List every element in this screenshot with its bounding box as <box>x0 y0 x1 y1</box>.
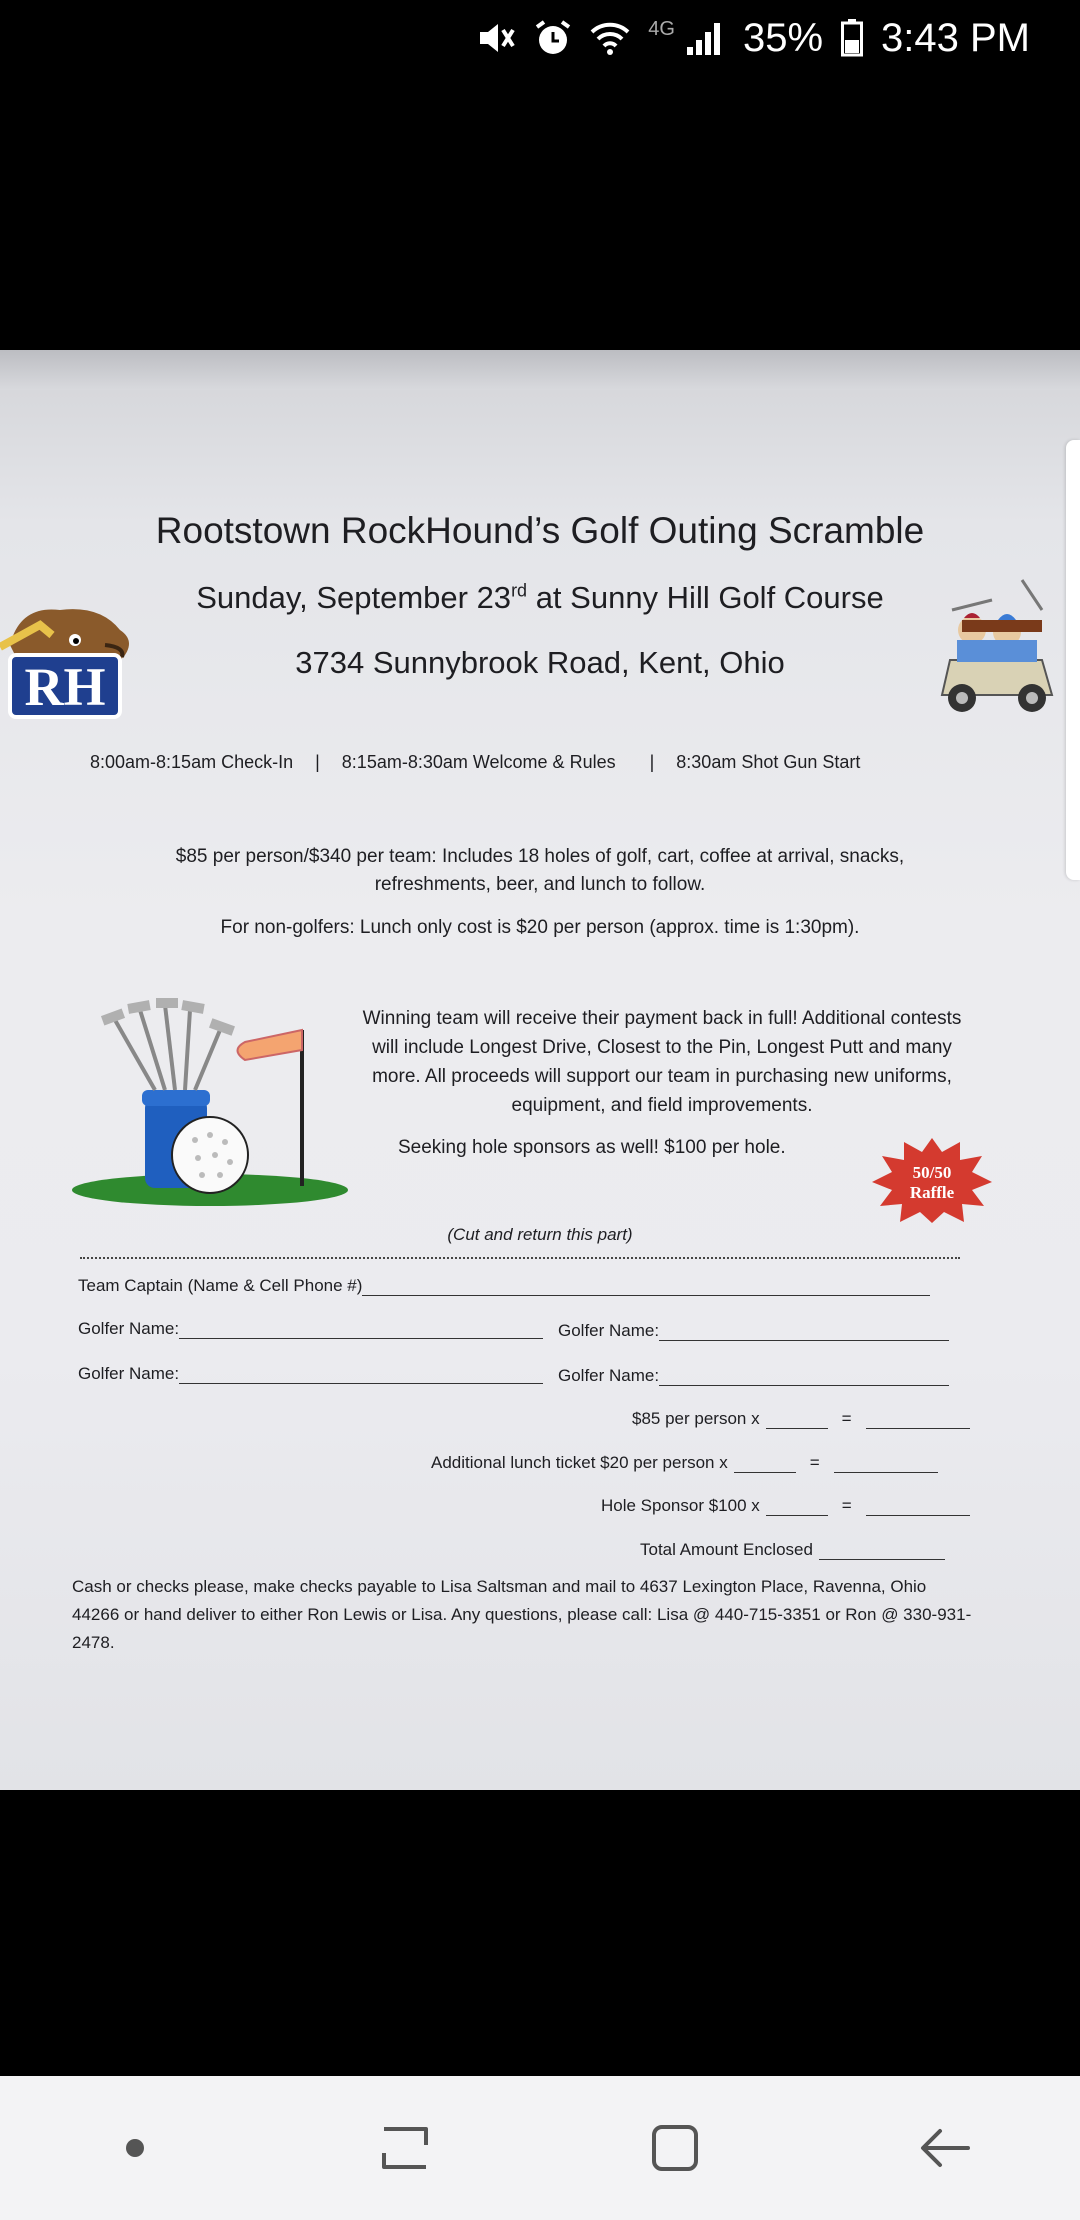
mute-icon <box>476 20 516 56</box>
winning-info: Winning team will receive their payment back in full! Additional contests will include Longest Drive, Closest to the Pin, Longest Putt and many more. All proceeds will support our team in purchasing new uniforms, equipment, and field improvements. <box>362 1008 962 1116</box>
non-golfer-info: For non-golfers: Lunch only cost is $20 per person (approx. time is 1:30pm). <box>220 917 860 938</box>
schedule-welcome: 8:15am-8:30am Welcome & Rules <box>341 752 616 772</box>
event-date-venue <box>0 580 1080 616</box>
golfer-label: Golfer Name: <box>78 1319 180 1338</box>
golfer-field <box>558 1320 949 1341</box>
recents-button[interactable] <box>345 2098 465 2198</box>
total-row <box>640 1539 945 1560</box>
home-button[interactable] <box>615 2098 735 2198</box>
sponsor-qty-line <box>766 1495 828 1516</box>
golfer-field <box>78 1318 543 1339</box>
golf-bag-flag-image <box>70 990 350 1220</box>
cut-instruction: (Cut and return this part) <box>447 1225 633 1244</box>
home-icon <box>650 2123 700 2173</box>
back-icon <box>918 2125 972 2171</box>
equals-sign: = <box>841 1409 852 1428</box>
golfer-field <box>78 1363 543 1384</box>
flyer-title: Rootstown RockHound’s Golf Outing Scramble <box>155 510 925 551</box>
golfer-line <box>659 1320 949 1341</box>
signal-icon <box>685 21 725 55</box>
schedule-start: 8:30am Shot Gun Start <box>676 752 861 772</box>
recents-icon <box>380 2123 430 2173</box>
photo-top-shadow <box>0 350 1080 390</box>
wifi-icon <box>590 20 630 56</box>
sponsor-total-line <box>866 1495 970 1516</box>
equals-sign: = <box>809 1453 820 1472</box>
lunch-total-line <box>834 1452 938 1473</box>
event-address: 3734 Sunnybrook Road, Kent, Ohio <box>295 645 785 680</box>
golfer-line <box>179 1363 543 1384</box>
schedule-checkin: 8:00am-8:15am Check-In <box>90 752 294 772</box>
per-person-label: $85 per person x <box>632 1409 760 1428</box>
sponsor-row <box>601 1495 970 1516</box>
network-type-label: 4G <box>648 18 675 40</box>
raffle-line2: Raffle <box>909 1183 955 1202</box>
cut-line <box>80 1257 960 1259</box>
lunch-row <box>431 1452 938 1473</box>
per-person-row <box>632 1408 970 1429</box>
schedule-separator: | <box>315 752 320 772</box>
golfer-label: Golfer Name: <box>558 1321 660 1340</box>
lunch-qty-line <box>734 1452 796 1473</box>
per-person-total-line <box>866 1408 970 1429</box>
price-info: $85 per person/$340 per team: Includes 18 holes of golf, cart, coffee at arrival, snacks, refreshments, beer, and lunch to follow. <box>175 846 905 895</box>
golfer-line <box>179 1318 543 1339</box>
dot-icon <box>125 2138 145 2158</box>
date-rest: at Sunny Hill Golf Course <box>527 580 884 615</box>
status-bar <box>0 0 1080 76</box>
total-label: Total Amount Enclosed <box>640 1540 813 1559</box>
sponsor-label: Hole Sponsor $100 x <box>601 1496 760 1515</box>
dot-button[interactable] <box>75 2098 195 2198</box>
flyer-photo[interactable] <box>0 350 1080 1790</box>
schedule-row <box>90 752 860 773</box>
captain-line <box>362 1275 930 1296</box>
per-person-qty-line <box>766 1408 828 1429</box>
back-button[interactable] <box>885 2098 1005 2198</box>
raffle-badge <box>872 1138 992 1223</box>
golfer-line <box>659 1365 949 1386</box>
raffle-line1: 50/50 <box>912 1163 952 1182</box>
payment-instructions: Cash or checks please, make checks payable to Lisa Saltsman and mail to 4637 Lexington Place, Ravenna, Ohio 44266 or hand deliver to either Ron Lewis or Lisa. Any questions, please call: Lisa @ 440-715-3351 or Ron @ 330-931-2478. <box>72 1577 972 1652</box>
battery-percentage: 35% <box>742 15 824 60</box>
date-suffix: rd <box>511 580 528 601</box>
date-prefix: Sunday, September 23 <box>196 580 512 615</box>
lunch-label: Additional lunch ticket $20 per person x <box>431 1453 728 1472</box>
clock: 3:43 PM <box>881 15 1030 60</box>
battery-icon <box>841 19 863 57</box>
captain-field <box>78 1275 930 1296</box>
total-line <box>819 1539 945 1560</box>
logo-text: RH <box>24 657 106 717</box>
schedule-separator: | <box>649 752 655 772</box>
sponsor-info: Seeking hole sponsors as well! $100 per hole. <box>398 1137 786 1158</box>
alarm-icon <box>534 19 572 57</box>
golfer-label: Golfer Name: <box>558 1366 660 1385</box>
golfer-field <box>558 1365 949 1386</box>
captain-label: Team Captain (Name & Cell Phone #) <box>78 1276 363 1295</box>
golfer-label: Golfer Name: <box>78 1364 180 1383</box>
equals-sign: = <box>841 1496 852 1515</box>
navigation-bar <box>0 2076 1080 2220</box>
